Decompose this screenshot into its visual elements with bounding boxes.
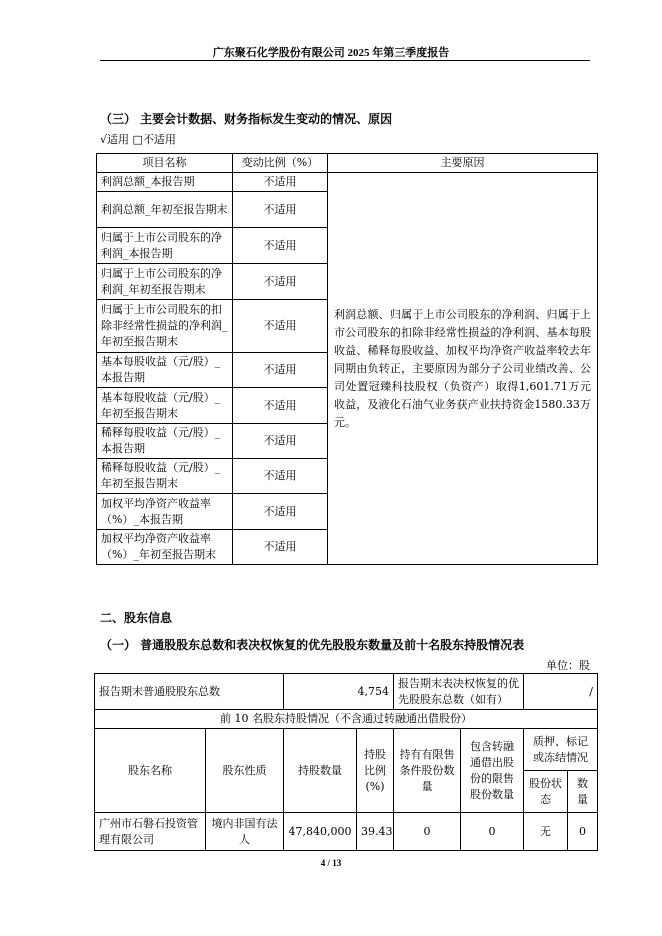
ratio-cell: 不适用 — [233, 459, 328, 494]
col-restricted-shares: 持有有限售条件股份数量 — [394, 729, 461, 813]
ratio-cell: 不适用 — [233, 530, 328, 565]
item-cell: 加权平均净资产收益率（%）_本报告期 — [97, 494, 233, 530]
ratio-cell: 不适用 — [233, 192, 328, 228]
reason-cell: 利润总额、归属于上市公司股东的净利润、归属于上市公司股东的扣除非经常性损益的净利润、基本每股收益、稀释每股收益、加权平均净资产收益率较去年同期由负转正，主要原因为部分子公司业绩改善、公司处置冠臻科技股权（负资产）取得1,601.71万元收益，及液化石油气业务获产业扶持资金1580.33万元。 — [328, 173, 598, 565]
shareholder-name-cell: 广州市石磐石投资管理有限公司 — [95, 813, 206, 851]
page-number: 4 / 13 — [320, 858, 342, 868]
col-share-count: 持股数量 — [284, 729, 357, 813]
col-pledge-quantity: 数量 — [568, 771, 598, 813]
col-shareholder-name: 股东名称 — [95, 729, 206, 813]
ratio-cell: 不适用 — [233, 353, 328, 388]
total-holders-value: 4,754 — [284, 674, 394, 710]
share-status-cell: 无 — [524, 813, 568, 851]
shareholder-section-heading: 二、股东信息 — [100, 611, 173, 625]
item-cell: 归属于上市公司股东的净利润_年初至报告期末 — [97, 264, 233, 300]
item-cell: 稀释每股收益（元/股）_本报告期 — [97, 424, 233, 459]
shareholder-table — [94, 673, 598, 851]
pref-holders-label: 报告期末表决权恢复的优先股股东总数（如有） — [394, 674, 524, 710]
col-share-ratio: 持股比例(%) — [357, 729, 394, 813]
header-rule — [100, 60, 590, 61]
item-cell: 归属于上市公司股东的扣除非经常性损益的净利润_年初至报告期末 — [97, 300, 233, 353]
col-pledge-status-group: 质押、标记或冻结情况 — [524, 729, 598, 771]
shareholder-table-heading: （一） 普通股股东总数和表决权恢复的优先股股东数量及前十名股东持股情况表 — [100, 638, 525, 652]
shareholder-nature-cell: 境内非国有法人 — [206, 813, 284, 851]
ratio-cell: 不适用 — [233, 494, 328, 530]
total-holders-label: 报告期末普通股股东总数 — [95, 674, 284, 710]
item-cell: 稀释每股收益（元/股）_年初至报告期末 — [97, 459, 233, 494]
ratio-cell: 不适用 — [233, 228, 328, 264]
share-count-cell: 47,840,000 — [284, 813, 357, 851]
ratio-cell: 不适用 — [233, 264, 328, 300]
applicability-line: √适用 □不适用 — [100, 133, 176, 146]
col-header-ratio: 变动比例（%） — [233, 154, 328, 173]
item-cell: 利润总额_年初至报告期末 — [97, 192, 233, 228]
lending-restricted-cell: 0 — [461, 813, 524, 851]
restricted-shares-cell: 0 — [394, 813, 461, 851]
col-shareholder-nature: 股东性质 — [206, 729, 284, 813]
top10-title: 前 10 名股东持股情况（不含通过转融通出借股份） — [95, 710, 598, 729]
unit-label: 单位：股 — [546, 659, 590, 672]
col-lending-restricted-shares: 包含转融通借出股份的限售股份数量 — [461, 729, 524, 813]
item-cell: 归属于上市公司股东的净利润_本报告期 — [97, 228, 233, 264]
item-cell: 基本每股收益（元/股）_本报告期 — [97, 353, 233, 388]
ratio-cell: 不适用 — [233, 424, 328, 459]
page-header: 广东聚石化学股份有限公司 2025 年第三季度报告 — [212, 47, 450, 59]
share-ratio-cell: 39.43 — [357, 813, 394, 851]
changes-table — [96, 153, 598, 565]
pref-holders-value: / — [524, 674, 598, 710]
col-header-item: 项目名称 — [97, 154, 233, 173]
item-cell: 加权平均净资产收益率（%）_年初至报告期末 — [97, 530, 233, 565]
col-share-status: 股份状态 — [524, 771, 568, 813]
col-header-reason: 主要原因 — [328, 154, 598, 173]
ratio-cell: 不适用 — [233, 173, 328, 192]
section-three-heading: （三） 主要会计数据、财务指标发生变动的情况、原因 — [100, 112, 393, 126]
pledge-quantity-cell: 0 — [568, 813, 598, 851]
ratio-cell: 不适用 — [233, 300, 328, 353]
item-cell: 利润总额_本报告期 — [97, 173, 233, 192]
ratio-cell: 不适用 — [233, 388, 328, 424]
item-cell: 基本每股收益（元/股）_年初至报告期末 — [97, 388, 233, 424]
